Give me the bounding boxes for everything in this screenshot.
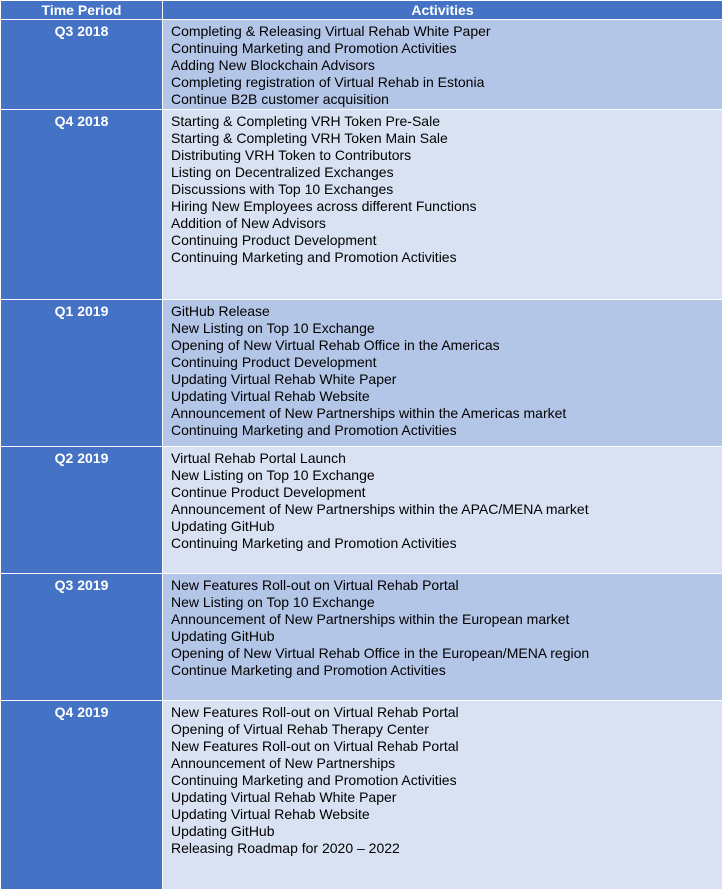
activity-item: Opening of New Virtual Rehab Office in the Americas	[171, 336, 500, 353]
roadmap-row	[1, 700, 722, 889]
activity-item: Announcement of New Partnerships within the Americas market	[171, 404, 567, 421]
roadmap-row	[1, 573, 722, 700]
header-activities: Activities	[163, 1, 722, 20]
roadmap-row	[1, 446, 722, 573]
roadmap-body	[1, 20, 722, 890]
activities-cell	[163, 446, 722, 573]
activity-item: GitHub Release	[171, 302, 270, 319]
activity-item: Updating Virtual Rehab White Paper	[171, 788, 397, 805]
activity-item: Updating Virtual Rehab Website	[171, 805, 370, 822]
activity-item: Continuing Marketing and Promotion Activities	[171, 248, 457, 265]
header-time-period: Time Period	[1, 1, 163, 20]
activity-item: New Listing on Top 10 Exchange	[171, 466, 375, 483]
roadmap-row	[1, 109, 722, 299]
activity-item: Continuing Marketing and Promotion Activities	[171, 421, 457, 438]
activity-item: Announcement of New Partnerships within the European market	[171, 610, 570, 627]
activity-item: New Features Roll-out on Virtual Rehab Portal	[171, 576, 459, 593]
time-period-cell: Q4 2019	[1, 700, 163, 889]
activity-item: Continue B2B customer acquisition	[171, 91, 389, 107]
activity-item: Starting & Completing VRH Token Main Sale	[171, 129, 448, 146]
time-period-cell: Q3 2018	[1, 20, 163, 110]
activity-item: New Features Roll-out on Virtual Rehab Portal	[171, 703, 459, 720]
activity-item: Updating Virtual Rehab Website	[171, 387, 370, 404]
activities-cell	[163, 109, 722, 299]
activity-item: Releasing Roadmap for 2020 – 2022	[171, 839, 400, 856]
activity-item: Updating GitHub	[171, 627, 275, 644]
time-period-cell: Q4 2018	[1, 109, 163, 299]
activity-item: New Listing on Top 10 Exchange	[171, 593, 375, 610]
roadmap-row	[1, 299, 722, 446]
activities-cell	[163, 20, 722, 110]
activity-item: Continue Product Development	[171, 483, 366, 500]
activity-item: Updating GitHub	[171, 822, 275, 839]
activity-item: Opening of New Virtual Rehab Office in the European/MENA region	[171, 644, 590, 661]
activity-item: Announcement of New Partnerships	[171, 754, 396, 771]
activity-item: Completing & Releasing Virtual Rehab White Paper	[171, 23, 491, 39]
activities-cell	[163, 573, 722, 700]
activity-item: Discussions with Top 10 Exchanges	[171, 180, 394, 197]
activities-cell	[163, 700, 722, 889]
activity-item: Distributing VRH Token to Contributors	[171, 146, 412, 163]
activity-item: Adding New Blockchain Advisors	[171, 57, 375, 73]
activity-item: Updating GitHub	[171, 517, 275, 534]
activity-item: New Features Roll-out on Virtual Rehab Portal	[171, 737, 459, 754]
activity-item: Starting & Completing VRH Token Pre-Sale	[171, 112, 440, 129]
time-period-cell: Q1 2019	[1, 299, 163, 446]
activity-item: Updating Virtual Rehab White Paper	[171, 370, 397, 387]
activity-item: Continue Marketing and Promotion Activities	[171, 661, 446, 678]
time-period-cell: Q2 2019	[1, 446, 163, 573]
activity-item: Continuing Product Development	[171, 231, 377, 248]
header-row	[1, 1, 722, 20]
activity-item: Hiring New Employees across different Functions	[171, 197, 477, 214]
activity-item: Addition of New Advisors	[171, 214, 326, 231]
activity-item: Announcement of New Partnerships within the APAC/MENA market	[171, 500, 589, 517]
activity-item: Opening of Virtual Rehab Therapy Center	[171, 720, 429, 737]
activity-item: Continuing Marketing and Promotion Activities	[171, 40, 457, 56]
activities-cell	[163, 299, 722, 446]
roadmap-row	[1, 20, 722, 110]
activity-item: Completing registration of Virtual Rehab in Estonia	[171, 74, 485, 90]
activity-item: Virtual Rehab Portal Launch	[171, 449, 346, 466]
activity-item: Continuing Product Development	[171, 353, 377, 370]
activity-item: New Listing on Top 10 Exchange	[171, 319, 375, 336]
activity-item: Continuing Marketing and Promotion Activities	[171, 771, 457, 788]
activity-item: Continuing Marketing and Promotion Activities	[171, 534, 457, 551]
time-period-cell: Q3 2019	[1, 573, 163, 700]
activity-item: Listing on Decentralized Exchanges	[171, 163, 394, 180]
